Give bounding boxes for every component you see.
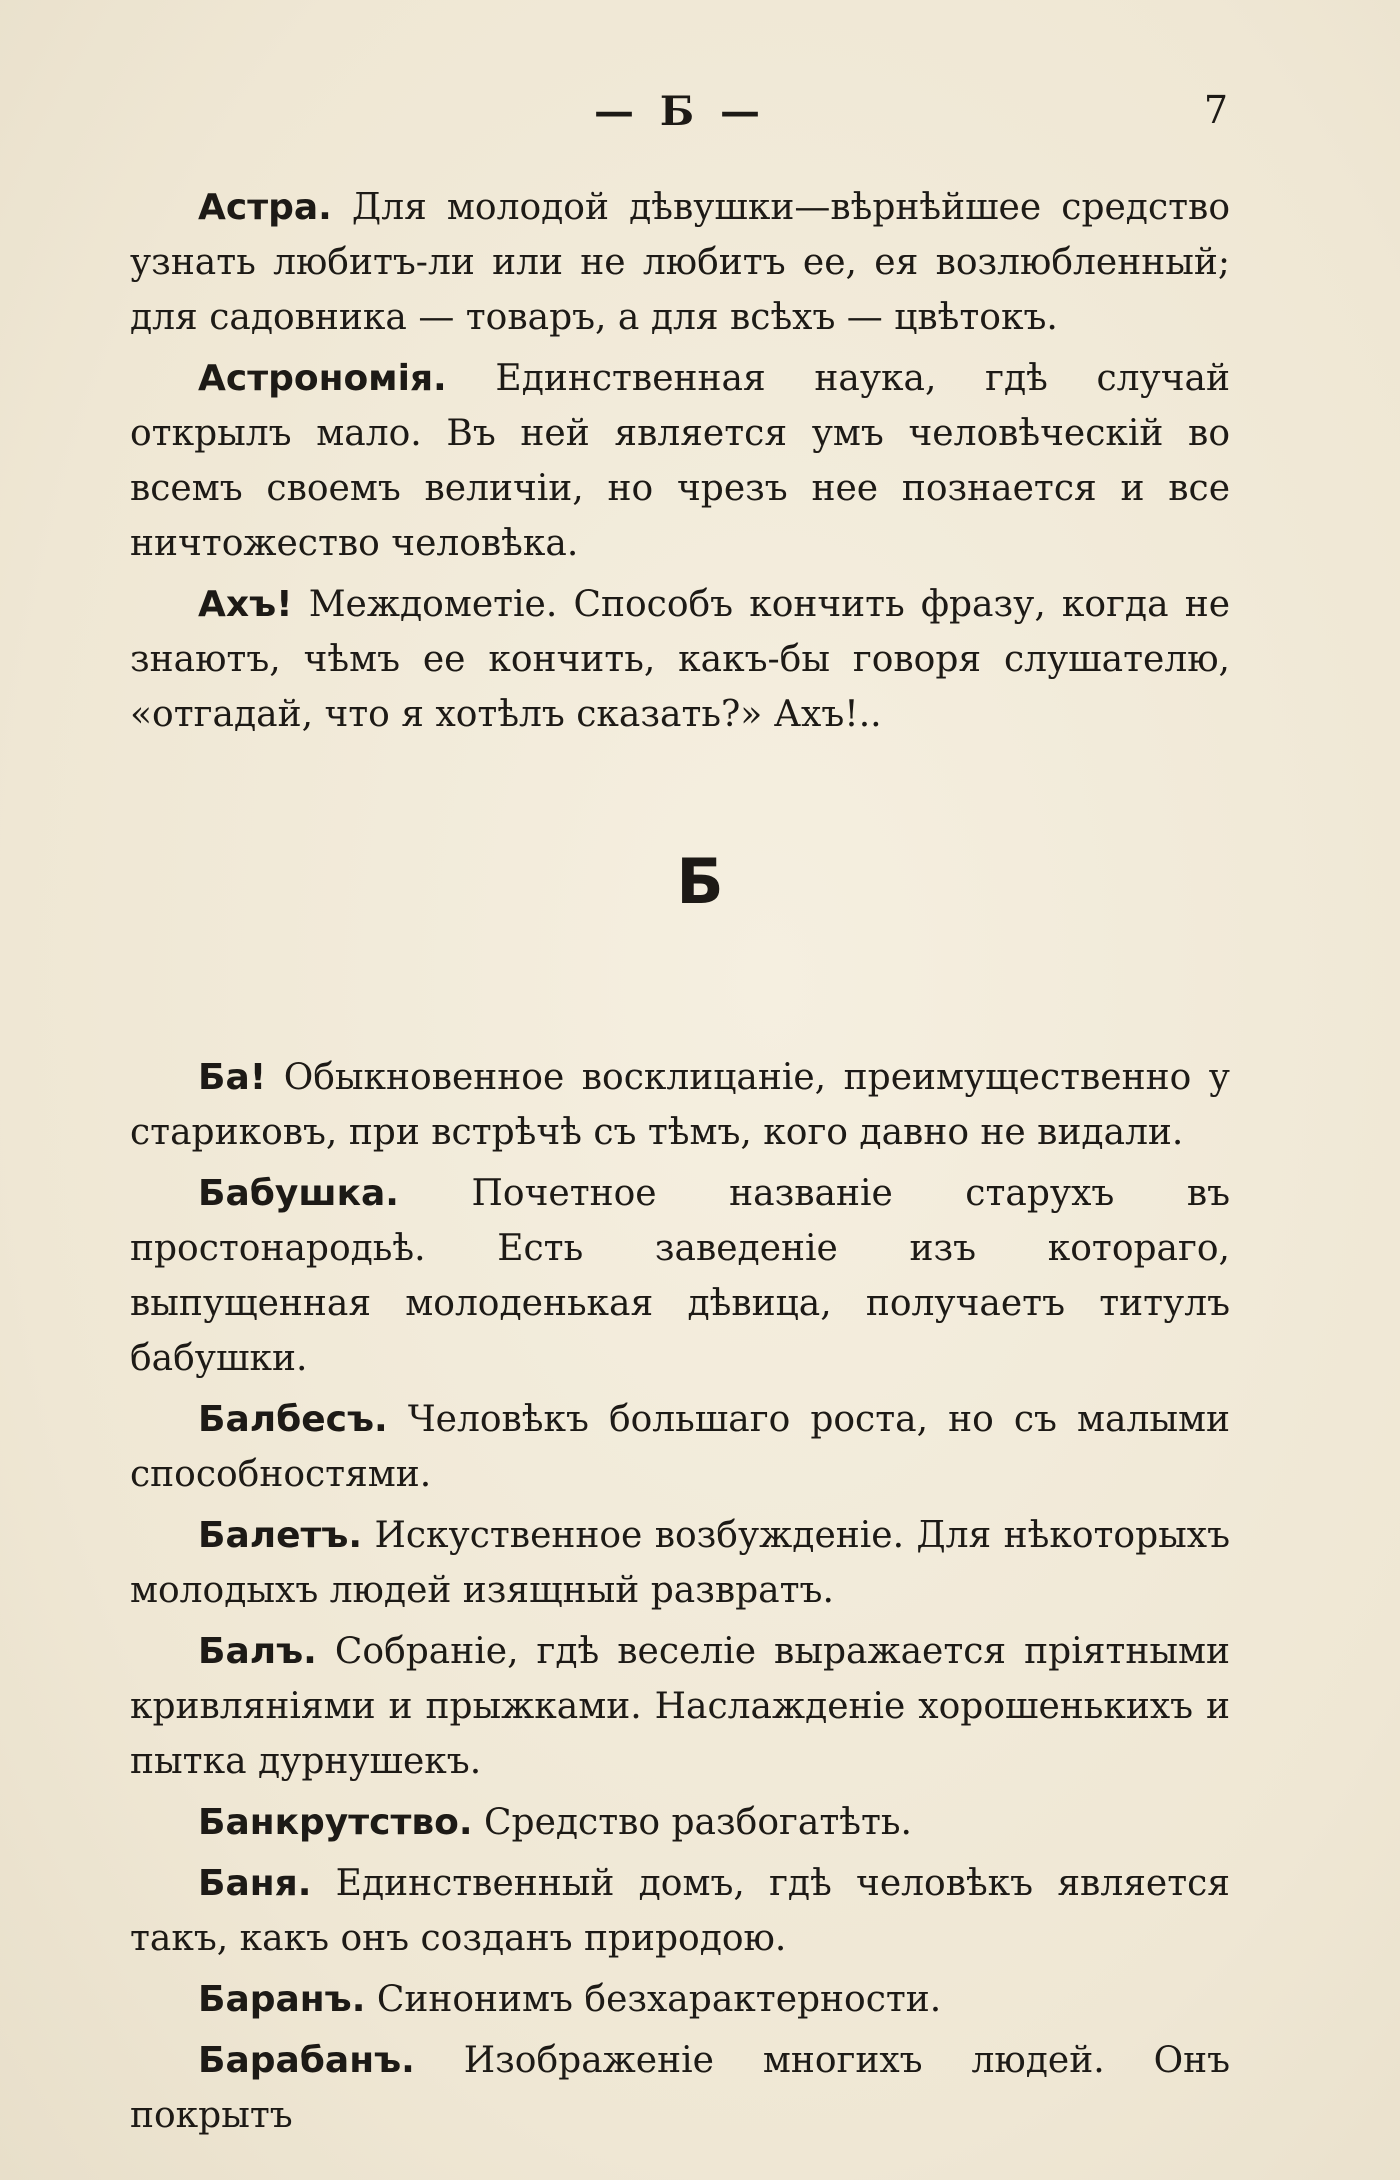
running-head (0, 88, 1400, 138)
entry-definition: Обыкновенное восклицаніе, преимущественно у стариковъ, при встрѣчѣ съ тѣмъ, кого давно не видали. (130, 1057, 1230, 1153)
entry-headword: Бабушка. (198, 1173, 399, 1214)
entry-definition: Изображеніе многихъ людей. Онъ покрытъ (130, 2040, 1230, 2136)
page-number: 7 (1203, 88, 1228, 132)
dictionary-entry (130, 1392, 1230, 1502)
entry-headword: Баранъ. (198, 1979, 366, 2020)
entry-headword: Астрономія. (198, 358, 447, 399)
section-b-entries (130, 1050, 1230, 2149)
entry-headword: Балъ. (198, 1631, 317, 1672)
entry-definition: Синонимъ безхарактерности. (365, 1979, 942, 2020)
entry-definition: Средство разбогатѣть. (472, 1802, 912, 1843)
running-head-letter: — Б — (593, 88, 767, 135)
entry-definition: Единственный домъ, гдѣ человѣкъ является такъ, какъ онъ созданъ природою. (130, 1863, 1230, 1959)
entry-headword: Балбесъ. (198, 1399, 388, 1440)
dictionary-entry (130, 2033, 1230, 2143)
entry-definition: Междометіе. Способъ кончить фразу, когда не знаютъ, чѣмъ ее кончить, какъ-бы говоря слушателю, «отгадай, что я хотѣлъ сказать?» Ахъ!.. (130, 584, 1230, 735)
section-a-entries (130, 180, 1230, 748)
entry-definition: Для молодой дѣвушки—вѣрнѣйшее средство узнать любитъ-ли или не любитъ ее, ея возлюбленный; для садовника — товаръ, а для всѣхъ — цвѣтокъ. (130, 187, 1230, 338)
entry-headword: Барабанъ. (198, 2040, 415, 2081)
entry-headword: Балетъ. (198, 1515, 363, 1556)
entry-headword: Ба! (198, 1057, 267, 1098)
entry-headword: Баня. (198, 1863, 312, 1904)
dictionary-entry (130, 1795, 1230, 1850)
dictionary-entry (130, 1050, 1230, 1160)
dictionary-entry (130, 577, 1230, 742)
entry-headword: Банкрутство. (198, 1802, 473, 1843)
dictionary-entry (130, 1972, 1230, 2027)
section-heading-letter: Б (676, 845, 724, 918)
entry-definition: Единственная наука, гдѣ случай открылъ мало. Въ ней является умъ человѣческій во всемъ своемъ величіи, но чрезъ нее познается и все ничтожество человѣка. (130, 358, 1230, 564)
dictionary-entry (130, 1508, 1230, 1618)
dictionary-entry (130, 351, 1230, 571)
entry-definition: Человѣкъ большаго роста, но съ малыми способностями. (130, 1399, 1230, 1495)
dictionary-entry (130, 180, 1230, 345)
entry-definition: Собраніе, гдѣ веселіе выражается пріятными кривляніями и прыжками. Наслажденіе хорошенькихъ и пытка дурнушекъ. (130, 1631, 1230, 1782)
dictionary-entry (130, 1624, 1230, 1789)
dictionary-entry (130, 1856, 1230, 1966)
dictionary-entry (130, 1166, 1230, 1386)
entry-headword: Астра. (198, 187, 332, 228)
entry-definition: Почетное названіе старухъ въ простонародьѣ. Есть заведеніе изъ котораго, выпущенная молоденькая дѣвица, получаетъ титулъ бабушки. (130, 1173, 1230, 1379)
entry-headword: Ахъ! (198, 584, 293, 625)
entry-definition: Искуственное возбужденіе. Для нѣкоторыхъ молодыхъ людей изящный развратъ. (130, 1515, 1230, 1611)
